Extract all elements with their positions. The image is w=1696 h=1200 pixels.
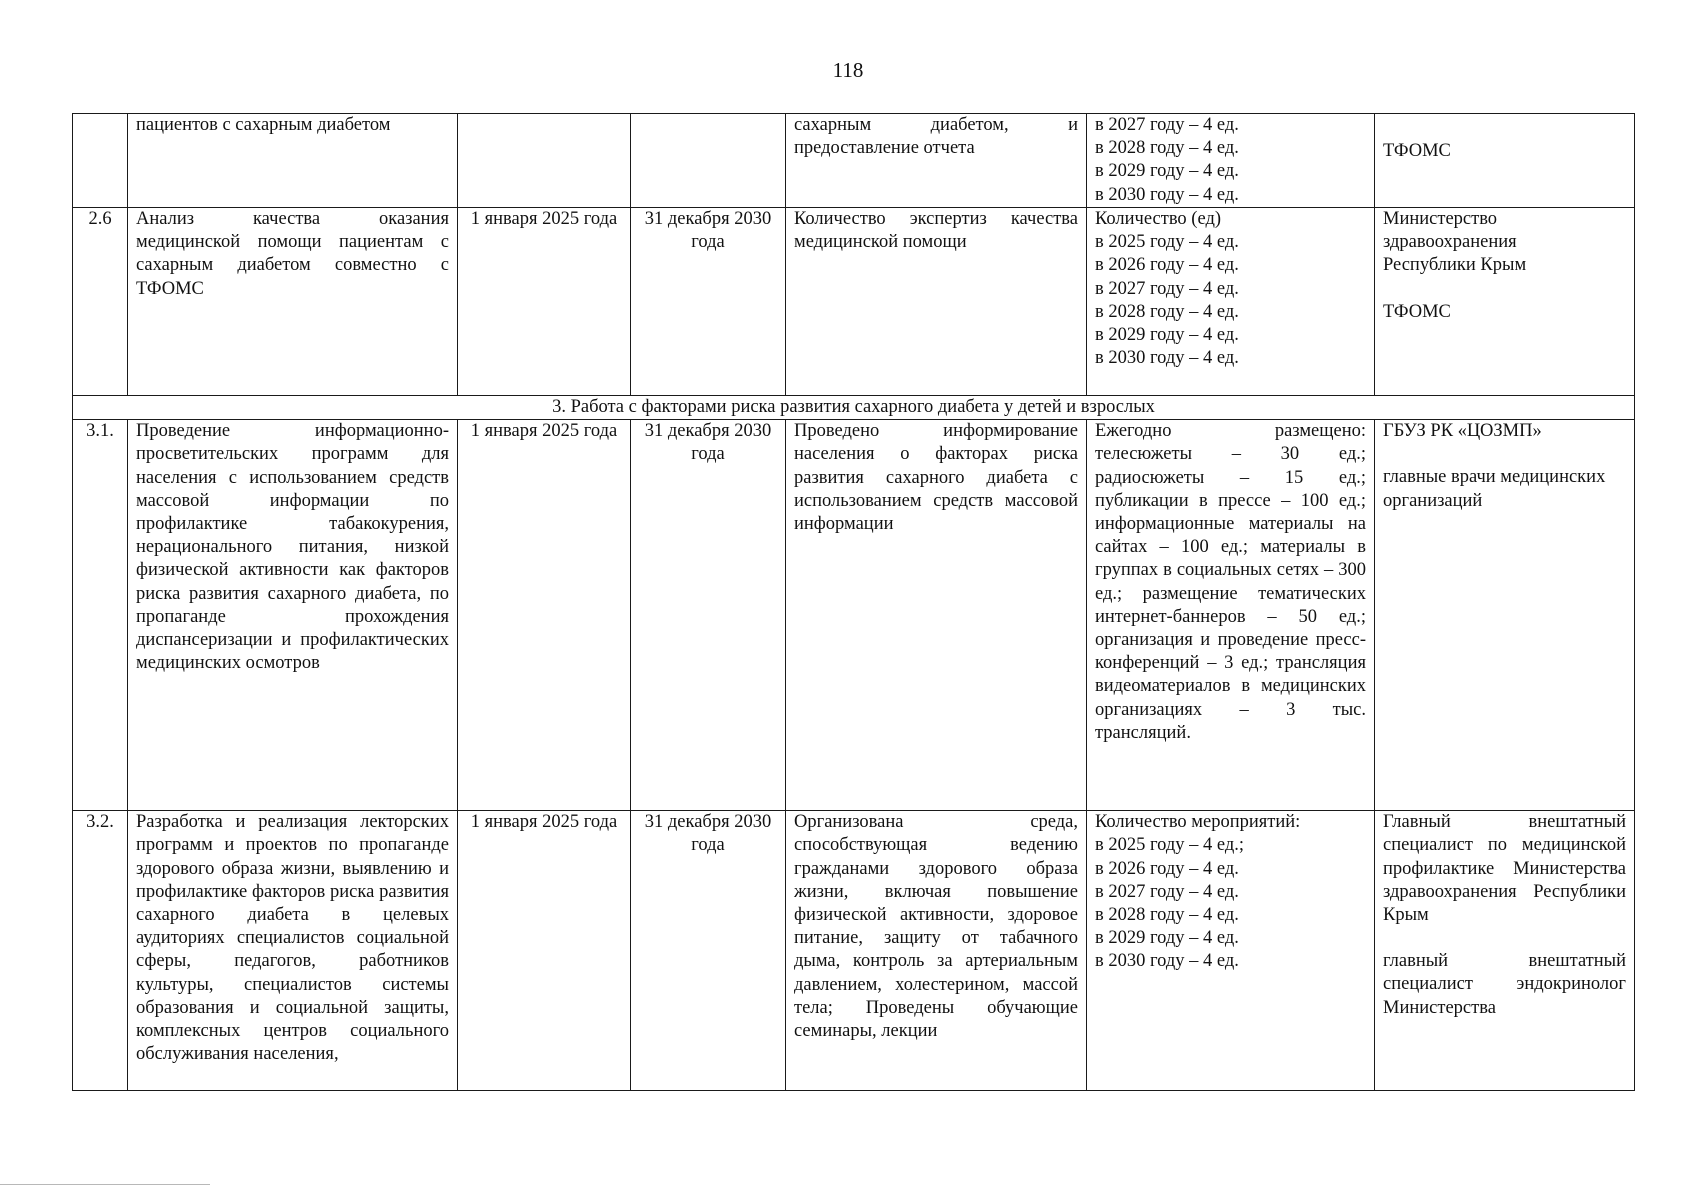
responsible-block: главный внештатный специалист эндокринолог Министерства bbox=[1383, 951, 1626, 1018]
indicator-line: в 2027 году – 4 ед. bbox=[1095, 115, 1239, 135]
start-date-cell: 1 января 2025 года bbox=[458, 420, 631, 811]
indicator-cell bbox=[1087, 208, 1375, 396]
indicator-line: в 2026 году – 4 ед. bbox=[1095, 858, 1239, 879]
result-line: сахарным диабетом, и bbox=[794, 115, 1078, 135]
responsible-line: ГБУЗ РК «ЦОЗМП» bbox=[1383, 421, 1542, 442]
section-header-row bbox=[73, 396, 1635, 420]
responsible-line: ТФОМС bbox=[1383, 301, 1451, 322]
indicator-line: в 2027 году – 4 ед. bbox=[1095, 881, 1239, 902]
indicator-line: в 2029 году – 4 ед. bbox=[1095, 325, 1239, 346]
row-number-cell: 2.6 bbox=[73, 208, 128, 396]
responsible-line: главные врачи медицинских организаций bbox=[1383, 467, 1606, 511]
row-number-cell: 3.1. bbox=[73, 420, 128, 811]
responsible-line: Министерство bbox=[1383, 209, 1498, 229]
responsible-cell bbox=[1375, 420, 1635, 811]
indicator-line: в 2030 году – 4 ед. bbox=[1095, 184, 1239, 205]
start-date-cell: 1 января 2025 года bbox=[458, 811, 631, 1091]
spacer bbox=[1383, 443, 1626, 466]
indicator-line: в 2028 году – 4 ед. bbox=[1095, 905, 1239, 926]
spacer bbox=[1383, 927, 1626, 950]
result-line: предоставление отчета bbox=[794, 138, 975, 159]
responsible-cell bbox=[1375, 114, 1635, 208]
responsible-line: Республики Крым bbox=[1383, 255, 1527, 276]
responsible-line: ТФОМС bbox=[1383, 141, 1451, 161]
indicator-line: в 2029 году – 4 ед. bbox=[1095, 161, 1239, 182]
page-number: 118 bbox=[832, 58, 864, 82]
indicator-line: Количество мероприятий: bbox=[1095, 812, 1301, 833]
result-cell: Проведено информирование населения о факторах риска развития сахарного диабета с использованием средств массовой информации bbox=[786, 420, 1087, 811]
indicator-line: в 2028 году – 4 ед. bbox=[1095, 138, 1239, 159]
indicator-line: в 2028 году – 4 ед. bbox=[1095, 301, 1239, 322]
table-row-2-6 bbox=[73, 208, 1635, 396]
indicator-line: в 2025 году – 4 ед. bbox=[1095, 232, 1239, 253]
footer-rule bbox=[0, 1184, 210, 1185]
indicator-line: в 2027 году – 4 ед. bbox=[1095, 278, 1239, 299]
end-date-cell bbox=[631, 114, 786, 208]
indicator-line: в 2030 году – 4 ед. bbox=[1095, 348, 1239, 369]
measures-table bbox=[72, 113, 1635, 1091]
responsible-line: здравоохранения bbox=[1383, 232, 1517, 253]
table-row-continuation bbox=[73, 114, 1635, 208]
end-date-cell: 31 декабря 2030 года bbox=[631, 420, 786, 811]
event-cell: Анализ качества оказания медицинской помощи пациентам с сахарным диабетом совместно с ТФОМС bbox=[128, 208, 458, 396]
end-date-cell: 31 декабря 2030 года bbox=[631, 811, 786, 1091]
responsible-block: Главный внештатный специалист по медицинской профилактике Министерства здравоохранения Республики Крым bbox=[1383, 812, 1626, 926]
result-cell: Количество экспертиз качества медицинской помощи bbox=[786, 208, 1087, 396]
indicator-line: в 2026 году – 4 ед. bbox=[1095, 255, 1239, 276]
indicator-line: в 2025 году – 4 ед.; bbox=[1095, 835, 1245, 856]
spacer bbox=[1383, 278, 1626, 301]
start-date-cell: 1 января 2025 года bbox=[458, 208, 631, 396]
indicator-cell bbox=[1087, 114, 1375, 208]
indicator-line: Количество (ед) bbox=[1095, 209, 1222, 229]
event-cell: Проведение информационно-просветительских программ для населения с использованием средств массовой информации по профилактике табакокурения, нерационального питания, низкой физической активности как факторов риска развития сахарного диабета, по пропаганде прохождения диспансеризации и профилактических медицинских осмотров bbox=[128, 420, 458, 811]
result-cell: Организована среда, способствующая ведению гражданами здорового образа жизни, включая повышение физической активности, здоровое питание, защиту от табачного дыма, контроль за артериальным давлением, холестерином, массой тела; Проведены обучающие семинары, лекции bbox=[786, 811, 1087, 1091]
responsible-cell bbox=[1375, 208, 1635, 396]
indicator-line: в 2030 году – 4 ед. bbox=[1095, 951, 1239, 972]
result-cell bbox=[786, 114, 1087, 208]
end-date-cell: 31 декабря 2030 года bbox=[631, 208, 786, 396]
event-cell: Разработка и реализация лекторских программ и проектов по пропаганде здорового образа жизни, выявлению и профилактике факторов риска развития сахарного диабета в целевых аудиториях специалистов социальной сферы, педагогов, работников культуры, специалистов системы образования и социальной защиты, комплексных центров социального обслуживания населения, bbox=[128, 811, 458, 1091]
row-number-cell bbox=[73, 114, 128, 208]
indicator-line: в 2029 году – 4 ед. bbox=[1095, 928, 1239, 949]
table-row-3-1 bbox=[73, 420, 1635, 811]
table-row-3-2 bbox=[73, 811, 1635, 1091]
event-cell: пациентов с сахарным диабетом bbox=[128, 114, 458, 208]
indicator-cell bbox=[1087, 811, 1375, 1091]
start-date-cell bbox=[458, 114, 631, 208]
indicator-cell: Ежегодно размещено: телесюжеты – 30 ед.; радиосюжеты – 15 ед.; публикации в прессе – 100 ед.; информационные материалы на сайтах – 100 ед.; материалы в группах в социальных сетях – 300 ед.; размещение тематических интернет-баннеров – 50 ед.; организация и проведение пресс-конференций – 3 ед.; трансляция видеоматериалов в медицинских организациях – 3 тыс. трансляций. bbox=[1087, 420, 1375, 811]
responsible-cell bbox=[1375, 811, 1635, 1091]
row-number-cell: 3.2. bbox=[73, 811, 128, 1091]
section-title: 3. Работа с факторами риска развития сахарного диабета у детей и взрослых bbox=[73, 396, 1635, 420]
